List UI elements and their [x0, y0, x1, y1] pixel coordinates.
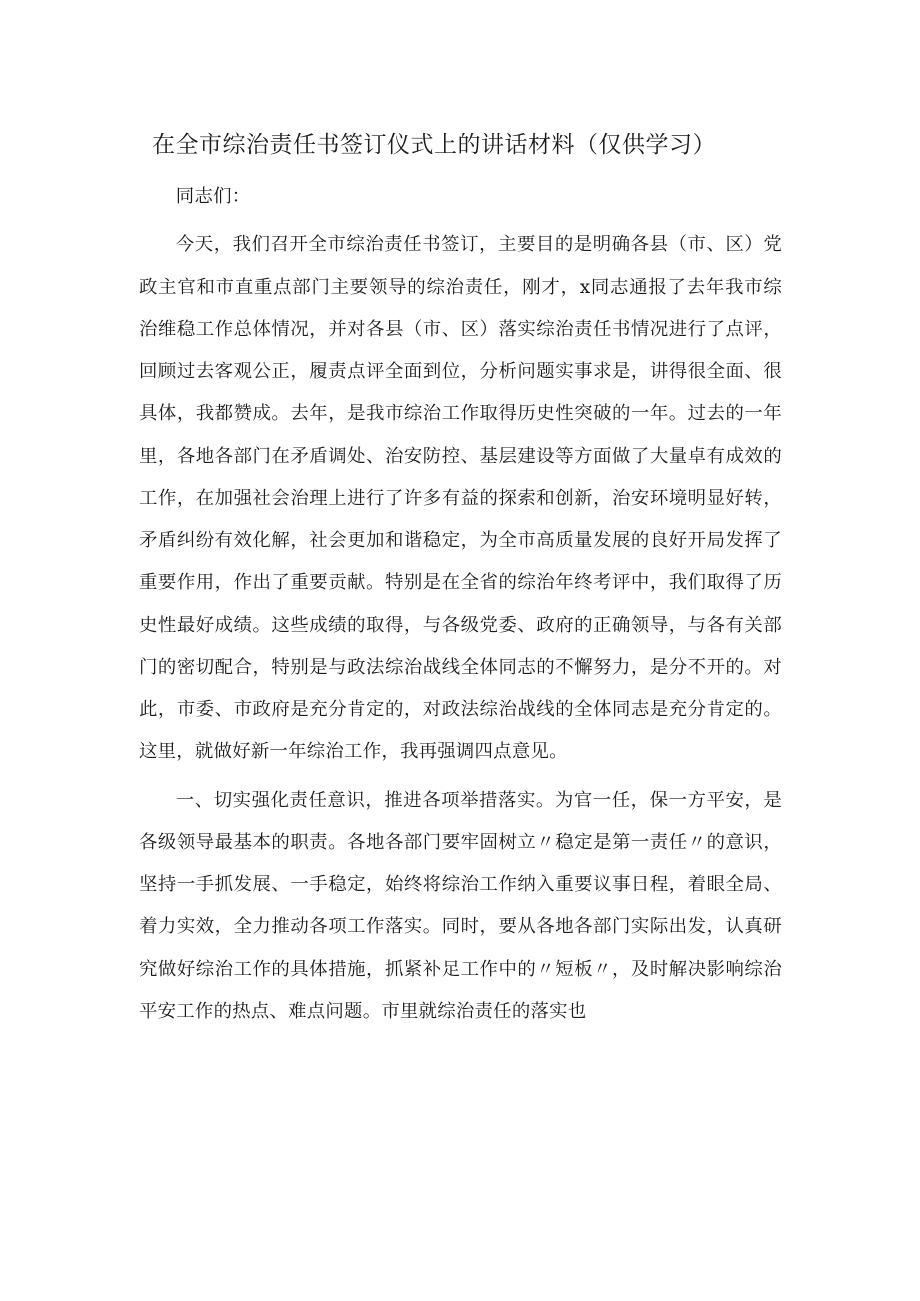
salutation: 同志们：: [175, 186, 251, 207]
document-title: 在全市综治责任书签订仪式上的讲话材料（仅供学习）: [152, 132, 716, 158]
paragraph-1: 今天，我们召开全市综治责任书签订，主要目的是明确各县（市、区）党政主官和市直重点部门主要领导的综治责任，刚才，x同志通报了去年我市综治维稳工作总体情况，并对各县（市、区）落实综治责任书情况进行了点评，回顾过去客观公正，履责点评全面到位，分析问题实事求是，讲得很全面、很具体，我都赞成。去年，是我市综治工作取得历史性突破的一年。过去的一年里，各地各部门在矛盾调处、治安防控、基层建设等方面做了大量卓有成效的工作，在加强社会治理上进行了许多有益的探索和创新，治安环境明显好转，矛盾纠纷有效化解，社会更加和谐稳定，为全市高质量发展的良好开局发挥了重要作用，作出了重要贡献。特别是在全省的综治年终考评中，我们取得了历史性最好成绩。这些成绩的取得，与各级党委、政府的正确领导，与各有关部门的密切配合，特别是与政法综治战线全体同志的不懈努力，是分不开的。对此，市委、市政府是充分肯定的，对政法综治战线的全体同志是充分肯定的。这里，就做好新一年综治工作，我再强调四点意见。: [139, 234, 782, 763]
paragraph-2: 一、切实强化责任意识，推进各项举措落实。为官一任，保一方平安，是各级领导最基本的职责。各地各部门要牢固树立〃稳定是第一责任〃的意识，坚持一手抓发展、一手稳定，始终将综治工作纳入重要议事日程，着眼全局、着力实效，全力推动各项工作落实。同时，要从各地各部门实际出发，认真研究做好综治工作的具体措施，抓紧补足工作中的〃短板〃，及时解决影响综治平安工作的热点、难点问题。市里就综治责任的落实也: [139, 789, 782, 1022]
document-body: [139, 176, 782, 1033]
